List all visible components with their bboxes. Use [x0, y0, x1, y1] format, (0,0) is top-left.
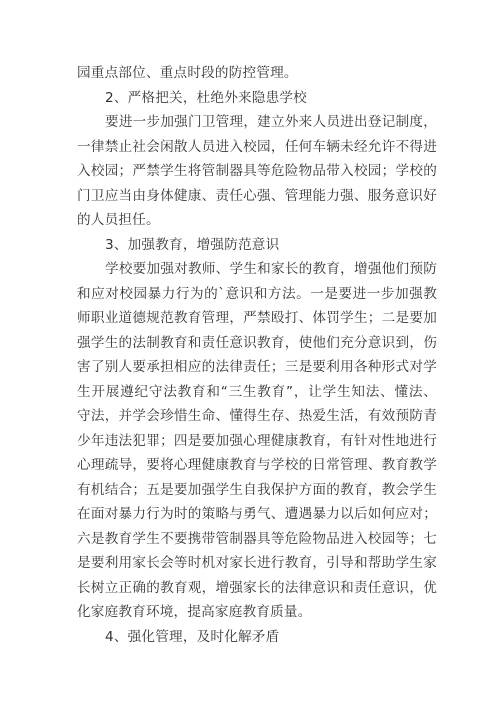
text-line: 师职业道德规范教育管理，严禁殴打、体罚学生；二是要加 [77, 310, 437, 326]
text-line: 门卫应当由身体健康、责任心强、管理能力强、服务意识好 [77, 187, 437, 204]
text-line: 2、严格把关，杜绝外来隐患学校 [105, 89, 307, 106]
text-line: 一律禁止社会闲散人员进入校园，任何车辆未经允许不得进 [77, 138, 437, 155]
text-line: 入校园；严禁学生将管制器具等危险物品带入校园；学校的 [77, 163, 437, 179]
text-line: 少年违法犯罪；四是要加强心理健康教育，有针对性地进行 [77, 432, 437, 449]
text-line: 4、强化管理，及时化解矛盾 [105, 628, 280, 645]
text-line: 3、加强教育，增强防范意识 [105, 236, 280, 253]
text-line: 园重点部位、重点时段的防控管理。 [77, 65, 298, 81]
text-line: 要进一步加强门卫管理，建立外来人员进出登记制度， [105, 114, 437, 130]
text-line: 化家庭教育环境，提高家庭教育质量。 [77, 604, 312, 620]
text-line: 心理疏导，要将心理健康教育与学校的日常管理、教育教学 [77, 457, 437, 473]
text-line: 在面对暴力行为时的策略与勇气、遭遇暴力以后如何应对； [77, 506, 437, 522]
text-line: 害了别人要承担相应的法律责任；三是要利用各种形式对学 [77, 359, 437, 375]
text-line: 是要利用家长会等时机对家长进行教育，引导和帮助学生家 [77, 555, 437, 571]
text-line: 长树立正确的教育观，增强家长的法律意识和责任意识，优 [77, 579, 437, 596]
text-line: 和应对校园暴力行为的`意识和方法。一是要进一步加强教 [77, 285, 437, 302]
text-line: 守法，并学会珍惜生命、懂得生存、热爱生活，有效预防青 [77, 408, 437, 424]
text-line: 生开展遵纪守法教育和“三生教育”，让学生知法、懂法、 [77, 383, 437, 400]
text-line: 强学生的法制教育和责任意识教育，使他们充分意识到，伤 [77, 334, 437, 351]
text-line: 的人员担任。 [77, 212, 160, 228]
document-body [77, 61, 437, 649]
text-line: 六是教育学生不要携带管制器具等危险物品进入校园等；七 [77, 530, 437, 547]
text-line: 学校要加强对教师、学生和家长的教育，增强他们预防 [105, 261, 437, 277]
text-line: 有机结合；五是要加强学生自我保护方面的教育，教会学生 [77, 481, 437, 498]
